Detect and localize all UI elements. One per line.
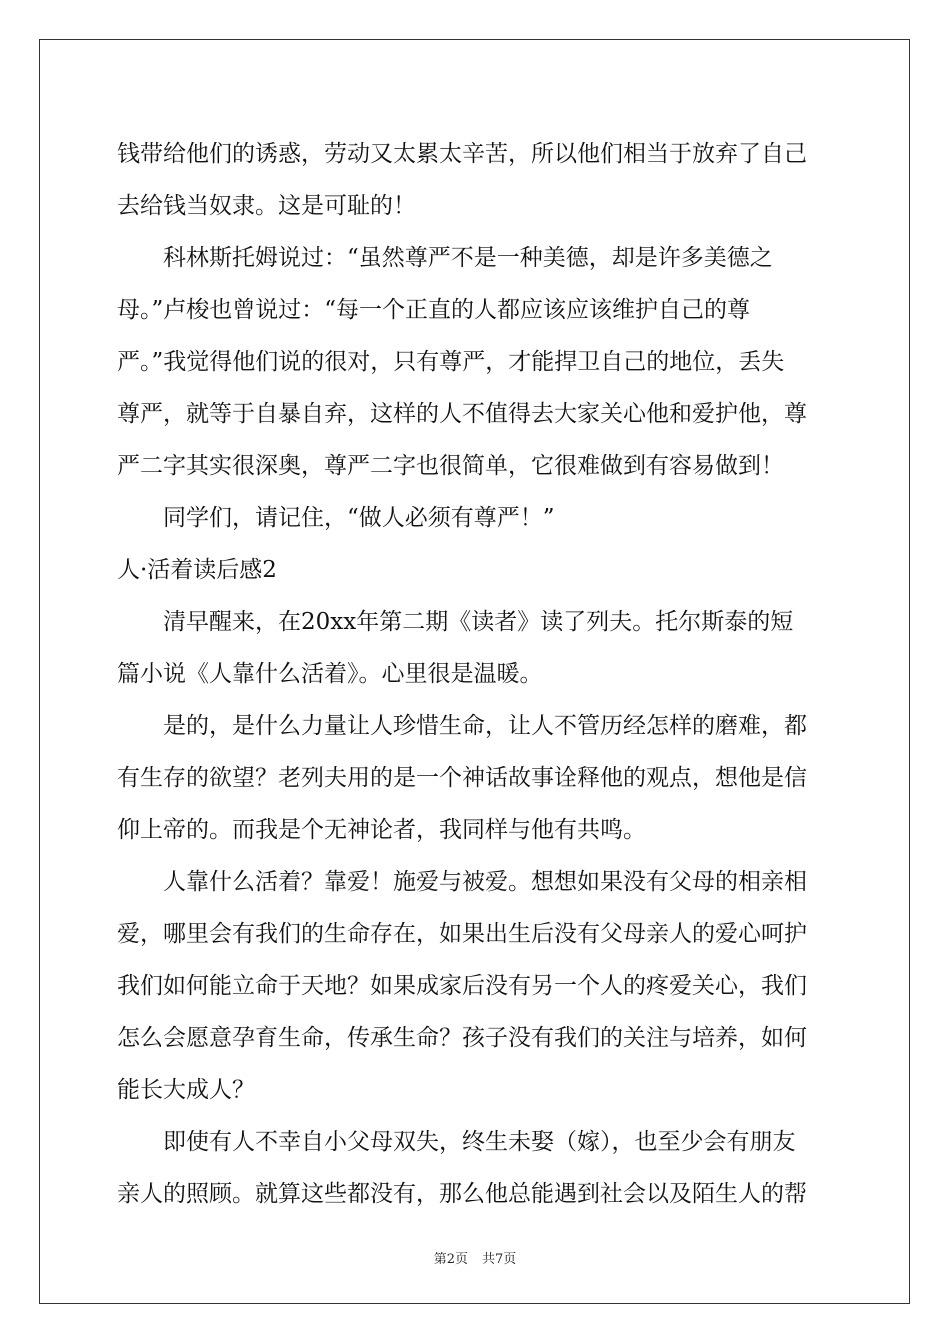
text-line: 人靠什么活着？靠爱！施爱与被爱。想想如果没有父母的相亲相 — [163, 869, 807, 895]
text-line: 同学们，请记住，“做人必须有尊严！” — [163, 505, 555, 531]
text-line: 清早醒来，在20xx年第二期《读者》读了列夫。托尔斯泰的短 — [163, 609, 794, 635]
text-line: 爱，哪里会有我们的生命存在，如果出生后没有父母亲人的爱心呵护 — [117, 921, 807, 947]
text-line: 我们如何能立命于天地？如果成家后没有另一个人的疼爱关心，我们 — [117, 973, 807, 999]
current-page-label: 第2页 — [433, 1252, 468, 1267]
text-line: 严。”我觉得他们说的很对，只有尊严，才能捍卫自己的地位，丢失 — [117, 349, 785, 375]
total-pages-label: 共7页 — [482, 1252, 517, 1267]
text-line: 篇小说《人靠什么活着》。心里很是温暖。 — [117, 661, 543, 687]
document-body — [117, 128, 837, 1220]
text-line: 能长大成人？ — [117, 1077, 255, 1103]
text-line: 去给钱当奴隶。这是可耻的！ — [117, 193, 416, 219]
text-line: 仰上帝的。而我是个无神论者，我同样与他有共鸣。 — [117, 817, 646, 843]
text-line: 人·活着读后感2 — [117, 557, 277, 583]
text-line: 尊严，就等于自暴自弃，这样的人不值得去大家关心他和爱护他，尊 — [117, 401, 807, 427]
text-line: 即使有人不幸自小父母双失，终生未娶（嫁），也至少会有朋友 — [163, 1129, 796, 1155]
text-line: 严二字其实很深奥，尊严二字也很简单，它很难做到有容易做到！ — [117, 453, 784, 479]
text-line: 亲人的照顾。就算这些都没有，那么他总能遇到社会以及陌生人的帮 — [117, 1181, 807, 1207]
text-line: 有生存的欲望？老列夫用的是一个神话故事诠释他的观点，想他是信 — [117, 765, 807, 791]
text-line: 怎么会愿意孕育生命，传承生命？孩子没有我们的关注与培养，如何 — [117, 1025, 807, 1051]
page-footer — [0, 1248, 950, 1267]
text-line: 科林斯托姆说过：“虽然尊严不是一种美德，却是许多美德之 — [163, 245, 773, 271]
text-line: 钱带给他们的诱惑，劳动又太累太辛苦，所以他们相当于放弃了自己 — [117, 141, 807, 167]
text-line: 是的，是什么力量让人珍惜生命，让人不管历经怎样的磨难，都 — [163, 713, 807, 739]
text-line: 母。”卢梭也曾说过：“每一个正直的人都应该应该维护自己的尊 — [117, 297, 751, 323]
